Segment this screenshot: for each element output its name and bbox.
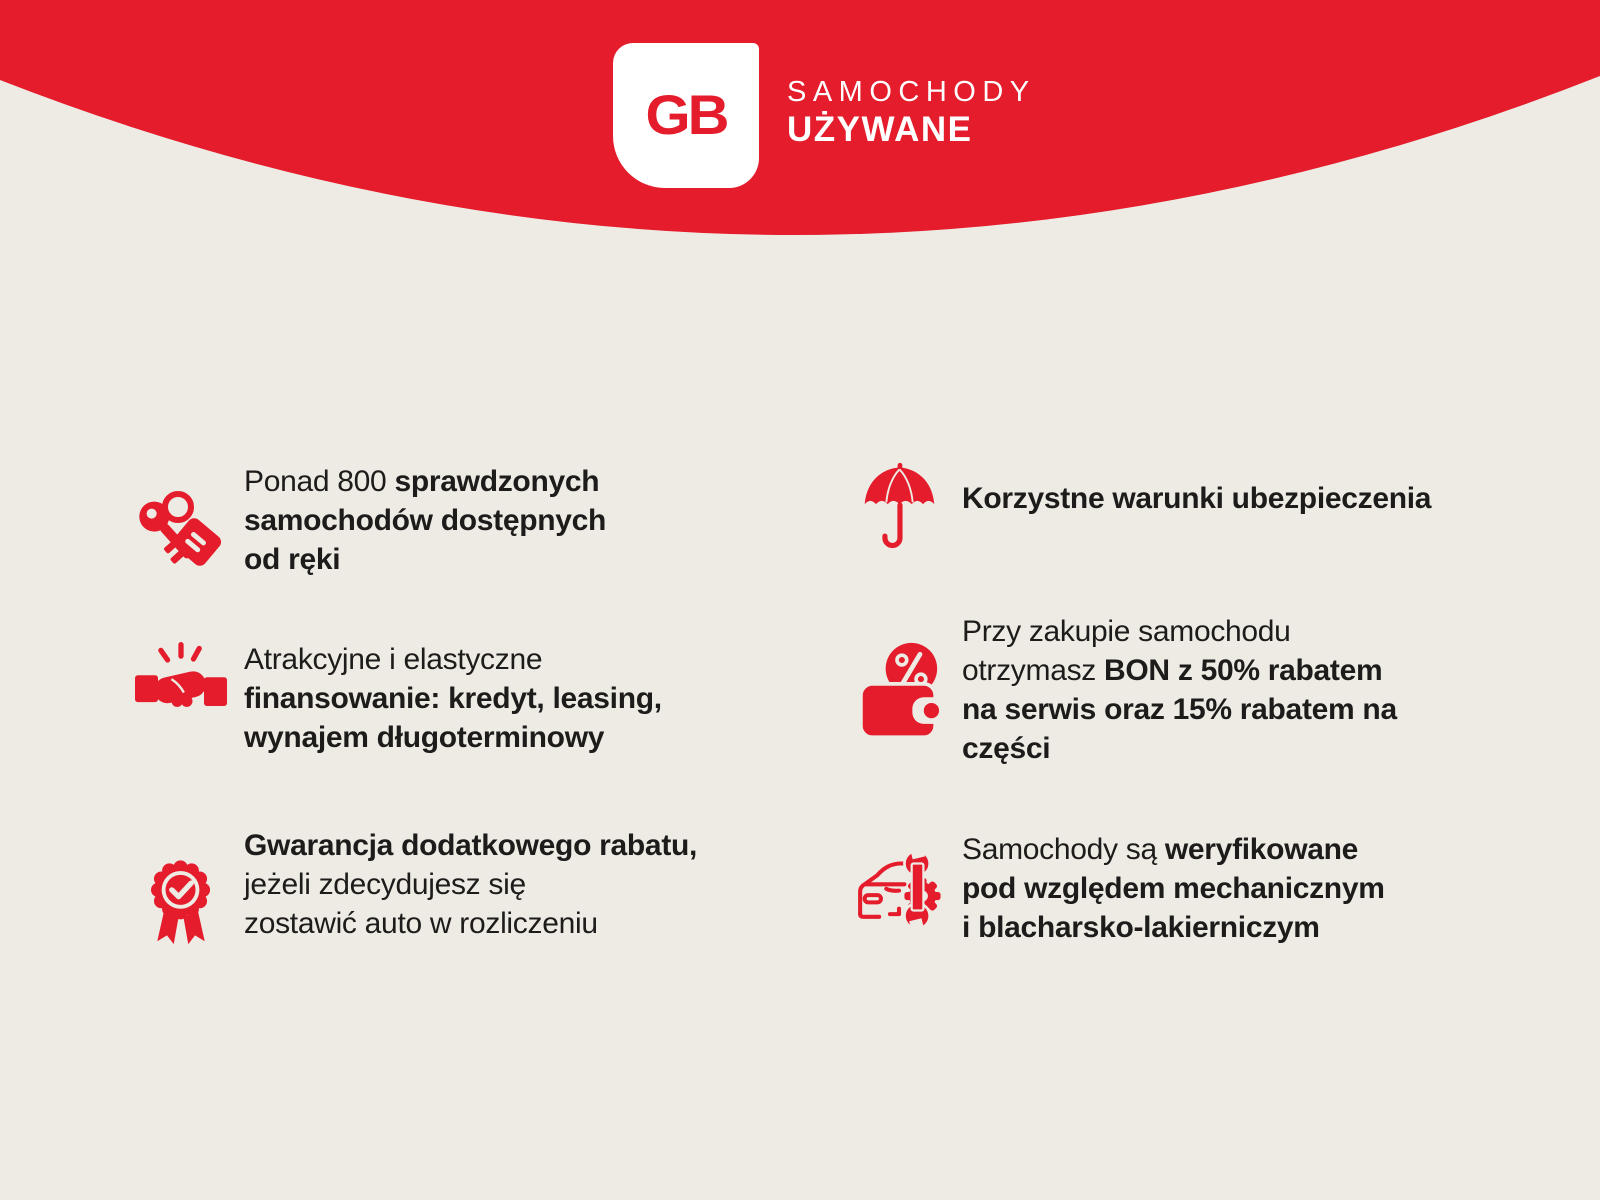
logo-text: GB xyxy=(645,84,727,147)
feature-row-available-cars xyxy=(134,462,606,579)
feature-text-line xyxy=(244,501,606,540)
feature-text-line xyxy=(962,908,1385,947)
car-service-icon xyxy=(852,838,946,936)
feature-text-line xyxy=(962,651,1397,690)
feature-text-segment: i blacharsko-lakierniczym xyxy=(962,911,1320,944)
feature-text-line xyxy=(244,904,697,943)
umbrella-icon xyxy=(852,460,946,554)
wallet-discount-icon xyxy=(852,640,946,743)
brand-line-top: SAMOCHODY xyxy=(787,76,1036,108)
feature-text-line xyxy=(244,640,662,679)
feature-text xyxy=(962,612,1397,768)
brand-line-bottom: UŻYWANE xyxy=(787,110,973,149)
feature-text-segment: Korzystne warunki ubezpieczenia xyxy=(962,482,1432,515)
feature-text-segment: weryfikowane xyxy=(1164,833,1359,866)
feature-text-line xyxy=(244,462,606,501)
feature-text-line xyxy=(962,869,1385,908)
feature-text-line xyxy=(962,690,1397,729)
feature-text-segment: od ręki xyxy=(244,543,341,576)
feature-text-line xyxy=(962,729,1397,768)
feature-text-line xyxy=(962,612,1397,651)
feature-row-insurance xyxy=(852,455,1431,554)
feature-text xyxy=(962,479,1431,518)
handshake-icon xyxy=(134,636,228,728)
feature-text-segment: otrzymasz xyxy=(962,654,1105,687)
header-banner xyxy=(0,0,1600,400)
feature-text-line xyxy=(244,826,697,865)
feature-text-line xyxy=(244,718,662,757)
logo xyxy=(613,43,759,188)
feature-text-segment: sprawdzonych xyxy=(394,465,600,498)
feature-text-segment: Atrakcyjne i elastyczne xyxy=(244,643,543,676)
feature-text xyxy=(962,830,1385,947)
brand-name xyxy=(787,74,1036,150)
feature-row-verification xyxy=(852,830,1385,947)
feature-text-line xyxy=(962,479,1431,518)
feature-text-segment: Gwarancja dodatkowego rabatu, xyxy=(244,829,698,862)
feature-text xyxy=(244,640,662,757)
feature-text-segment: Samochody są xyxy=(962,833,1165,866)
feature-text-segment: na serwis oraz 15% rabatem na xyxy=(962,693,1397,726)
award-badge-icon xyxy=(134,853,228,950)
feature-text-line xyxy=(962,830,1385,869)
feature-text-segment: finansowanie: kredyt, leasing, xyxy=(244,682,662,715)
feature-text xyxy=(244,826,697,943)
feature-text-segment: zostawić auto w rozliczeniu xyxy=(244,907,598,940)
feature-row-financing xyxy=(134,640,662,757)
feature-text-segment: samochodów dostępnych xyxy=(244,504,607,537)
feature-row-service-bonus xyxy=(852,612,1397,768)
feature-text xyxy=(244,462,606,579)
feature-text-line xyxy=(244,865,697,904)
feature-text-segment: jeżeli zdecydujesz się xyxy=(244,868,526,901)
feature-text-segment: BON z 50% rabatem xyxy=(1104,654,1383,687)
feature-text-line xyxy=(244,540,606,579)
feature-row-discount-guarantee xyxy=(134,826,697,950)
feature-text-segment: pod względem mechanicznym xyxy=(962,872,1385,905)
car-keys-icon xyxy=(134,484,228,576)
feature-text-line xyxy=(244,679,662,718)
feature-text-segment: wynajem długoterminowy xyxy=(244,721,605,754)
feature-text-segment: Przy zakupie samochodu xyxy=(962,615,1291,648)
feature-text-segment: Ponad 800 xyxy=(244,465,395,498)
feature-text-segment: części xyxy=(962,732,1051,765)
